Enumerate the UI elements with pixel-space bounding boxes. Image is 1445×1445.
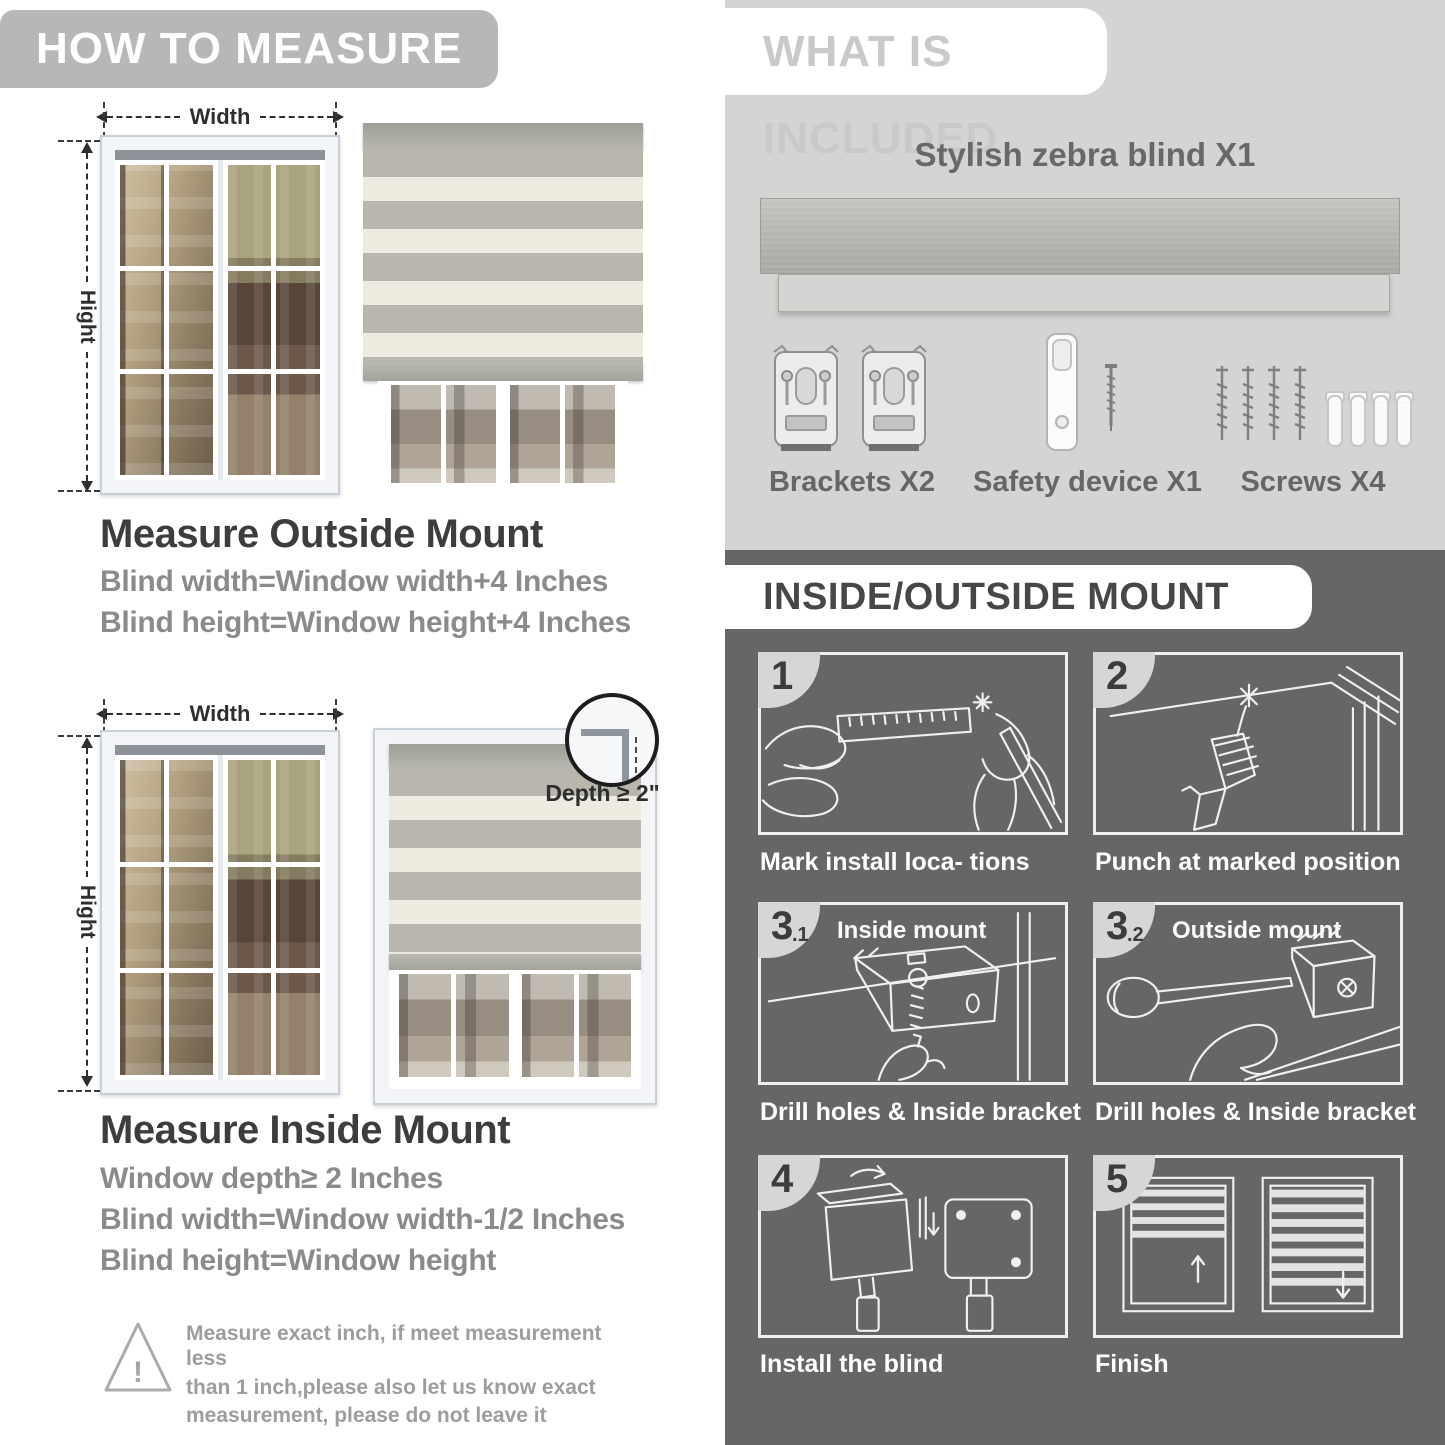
outside-mount-rule-height: Blind height=Window height+4 Inches xyxy=(100,606,631,639)
step-number-badge: 1 xyxy=(758,652,820,708)
step-panel-1 xyxy=(758,652,1068,835)
outside-mount-title: Measure Outside Mount xyxy=(100,512,543,556)
step-5-caption: Finish xyxy=(1095,1350,1169,1378)
zebra-blind-outside-mount xyxy=(363,123,643,381)
width-label: Width xyxy=(189,104,251,129)
arrow-left-icon xyxy=(96,708,107,720)
window-illustration-1 xyxy=(100,135,340,495)
arrow-down-icon xyxy=(81,1076,93,1087)
safety-device-label: Safety device X1 xyxy=(973,466,1202,498)
step-number-badge: 4 xyxy=(758,1155,820,1211)
included-item-brackets xyxy=(747,330,957,499)
height-dimension-arrow xyxy=(76,142,98,492)
safety-device-icon xyxy=(973,330,1183,458)
blind-roll-product xyxy=(778,274,1390,312)
blind-bottom-rail xyxy=(389,954,641,970)
how-to-measure-header xyxy=(0,10,498,88)
arrow-up-icon xyxy=(81,142,93,153)
outside-mount-rule-width: Blind width=Window width+4 Inches xyxy=(100,565,609,598)
step-3-1-caption: Drill holes & Inside bracket xyxy=(760,1098,1081,1126)
step-number-badge: 3 .1 xyxy=(758,902,820,958)
arrow-left-icon xyxy=(96,111,107,123)
step-panel-3-1 xyxy=(758,902,1068,1085)
inside-mount-rule-width: Blind width=Window width-1/2 Inches xyxy=(100,1203,626,1236)
exclamation-glyph: ! xyxy=(133,1356,143,1389)
inside-mount-rule-depth: Window depth≥ 2 Inches xyxy=(100,1162,443,1195)
step-2-caption: Punch at marked position xyxy=(1095,848,1401,876)
window-illustration-2 xyxy=(100,730,340,1095)
screws-label: Screws X4 xyxy=(1240,466,1386,498)
step-panel-4 xyxy=(758,1155,1068,1338)
width-dimension-arrow xyxy=(96,106,344,128)
measurement-warning-note: Measure exact inch, if meet measurement less than 1 inch,please also let us know exact measurement, please do not leave it xyxy=(186,1322,602,1428)
inside-mount-label: Inside mount xyxy=(837,917,987,944)
what-is-included-section xyxy=(725,0,1445,550)
product-title: Stylish zebra blind X1 xyxy=(914,136,1256,173)
window-behind-blind-2 xyxy=(389,970,641,1089)
step-number-badge: 3 .2 xyxy=(1093,902,1155,958)
height-dimension-arrow-2 xyxy=(76,737,98,1087)
step-1-caption: Mark install loca- tions xyxy=(760,848,1030,876)
mount-steps-section xyxy=(725,550,1445,1445)
what-is-included-header xyxy=(725,8,1107,163)
blind-cassette xyxy=(363,123,643,149)
brackets-icon xyxy=(747,330,957,458)
width-label-2: Width xyxy=(189,701,251,726)
step-number-badge: 5 xyxy=(1093,1155,1155,1211)
width-dimension-arrow-2 xyxy=(96,703,344,725)
brackets-label: Brackets X2 xyxy=(768,466,936,498)
step-3-2-caption: Drill holes & Inside bracket xyxy=(1095,1098,1416,1126)
depth-requirement-label: Depth ≥ 2" xyxy=(545,780,660,806)
mount-section-header xyxy=(725,565,1312,629)
inside-mount-rule-height: Blind height=Window height xyxy=(100,1244,497,1277)
mount-section-title: INSIDE/OUTSIDE MOUNT xyxy=(763,576,1230,618)
included-item-screws xyxy=(1203,330,1423,499)
arrow-up-icon xyxy=(81,737,93,748)
height-label: Hight xyxy=(76,290,99,344)
blind-stripes xyxy=(363,149,643,361)
arrow-down-icon xyxy=(81,481,93,492)
outside-mount-label: Outside mount xyxy=(1172,917,1342,944)
how-to-measure-title: HOW TO MEASURE xyxy=(36,24,463,73)
window-behind-blind-1 xyxy=(378,381,628,497)
step-panel-3-2 xyxy=(1093,902,1403,1085)
blind-bottom-rail xyxy=(363,361,643,381)
blind-cassette-product xyxy=(760,198,1400,274)
warning-triangle-icon xyxy=(100,1316,176,1400)
included-item-safety-device xyxy=(973,330,1202,499)
height-label-2: Hight xyxy=(76,885,99,939)
depth-magnifier-icon xyxy=(565,693,659,787)
inside-mount-title: Measure Inside Mount xyxy=(100,1108,511,1152)
step-number-badge: 2 xyxy=(1093,652,1155,708)
screws-icon xyxy=(1203,330,1423,458)
step-4-caption: Install the blind xyxy=(760,1350,944,1378)
what-is-included-title: WHAT IS INCLUDED xyxy=(763,27,999,163)
step-panel-5 xyxy=(1093,1155,1403,1338)
step-panel-2 xyxy=(1093,652,1403,835)
